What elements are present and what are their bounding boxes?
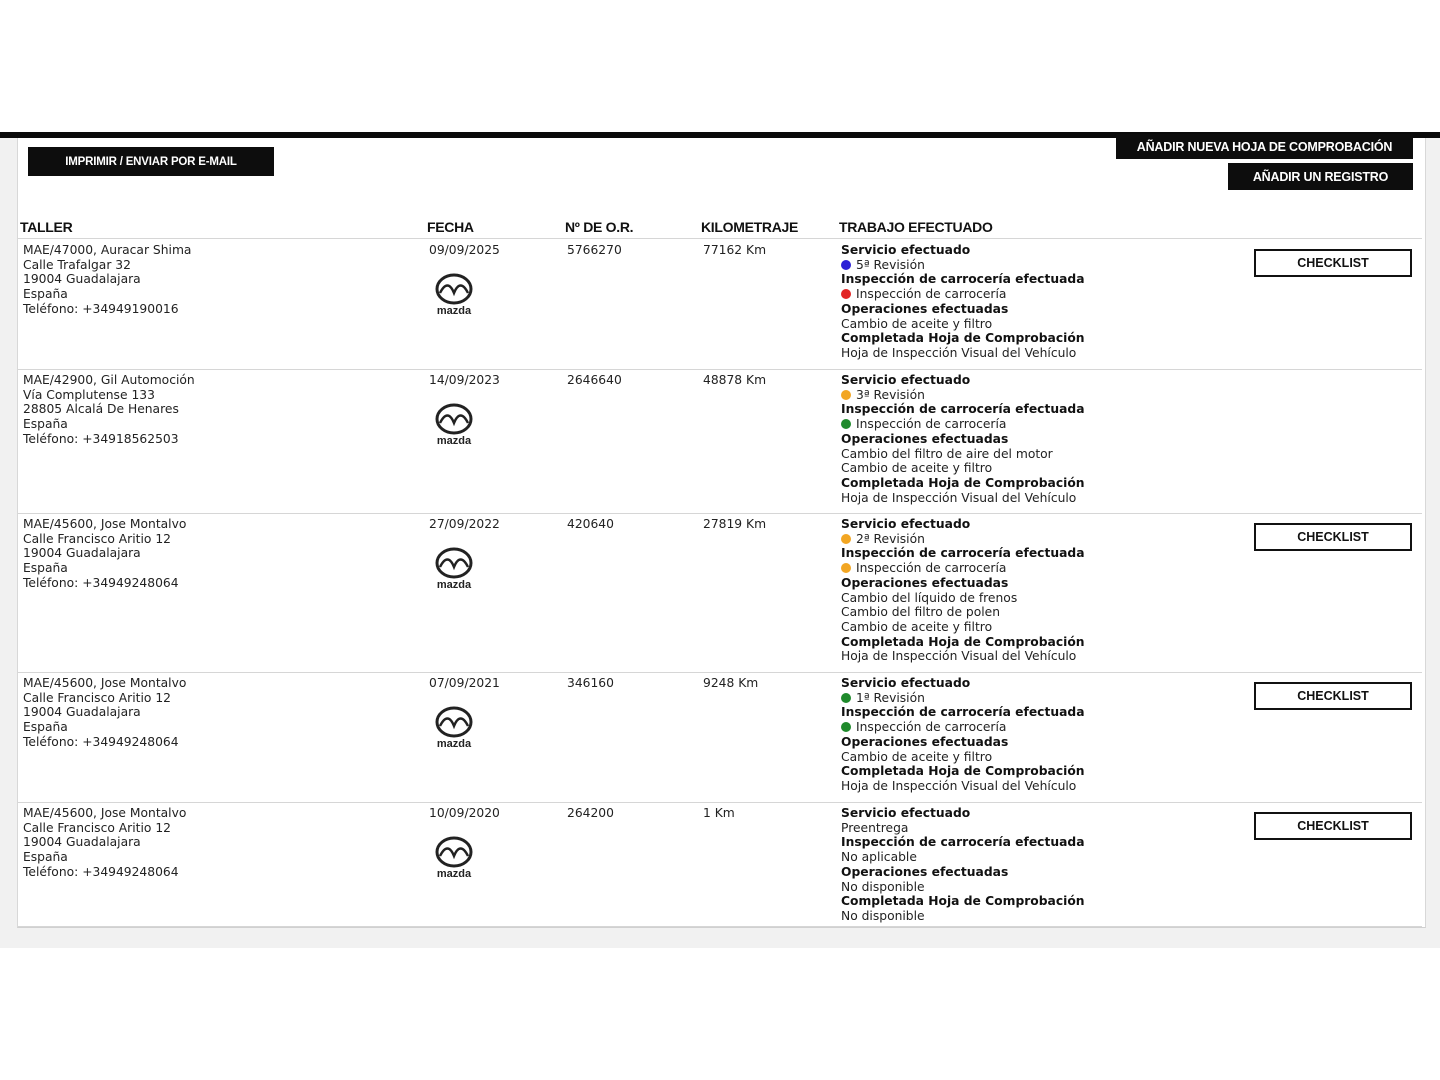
work-detail: Hoja de Inspección Visual del Vehículo	[841, 649, 1077, 664]
taller-line: 19004 Guadalajara	[23, 272, 141, 287]
table-row	[18, 672, 1422, 803]
work-heading: Operaciones efectuadas	[841, 431, 1009, 446]
status-line	[841, 417, 1241, 432]
status-text: 2ª Revisión	[856, 531, 925, 546]
fecha-cell: 09/09/2025	[429, 243, 500, 257]
work-detail: Preentrega	[841, 820, 909, 835]
status-text: Inspección de carrocería	[856, 287, 1007, 302]
status-text: Inspección de carrocería	[856, 417, 1007, 432]
status-line	[841, 720, 1241, 735]
status-line	[841, 561, 1241, 576]
status-dot-icon	[841, 563, 851, 573]
taller-line: MAE/42900, Gil Automoción	[23, 373, 195, 387]
status-dot-icon	[841, 390, 851, 400]
work-heading: Completada Hoja de Comprobación	[841, 894, 1085, 909]
status-text: Inspección de carrocería	[856, 561, 1007, 576]
kilometraje-cell: 77162 Km	[703, 243, 767, 257]
taller-line: MAE/45600, Jose Montalvo	[23, 517, 187, 531]
work-detail: No disponible	[841, 908, 925, 923]
taller-line: Vía Complutense 133	[23, 387, 155, 402]
taller-line: Calle Francisco Aritio 12	[23, 820, 171, 835]
work-heading: Operaciones efectuadas	[841, 864, 1009, 879]
taller-line: Calle Francisco Aritio 12	[23, 531, 171, 546]
taller-line: 28805 Alcalá De Henares	[23, 402, 179, 417]
work-detail: No aplicable	[841, 850, 917, 865]
mazda-logo-icon	[431, 403, 477, 449]
header-fecha: FECHA	[427, 219, 474, 235]
table-row	[18, 369, 1422, 514]
or-number-cell: 420640	[567, 517, 614, 531]
work-detail: Cambio de aceite y filtro	[841, 316, 993, 331]
add-check-sheet-button[interactable]: AÑADIR NUEVA HOJA DE COMPROBACIÓN	[1116, 134, 1413, 159]
status-line	[841, 287, 1241, 302]
taller-line: España	[23, 417, 68, 432]
work-heading: Inspección de carrocería efectuada	[841, 835, 1085, 850]
status-dot-icon	[841, 693, 851, 703]
work-detail: Cambio de aceite y filtro	[841, 749, 993, 764]
status-dot-icon	[841, 260, 851, 270]
or-number-cell: 264200	[567, 806, 614, 820]
status-line	[841, 388, 1241, 403]
table-row	[18, 802, 1422, 927]
status-text: 5ª Revisión	[856, 257, 925, 272]
taller-cell	[23, 373, 403, 447]
mazda-logo-icon	[431, 836, 477, 882]
work-heading: Completada Hoja de Comprobación	[841, 331, 1085, 346]
or-number-cell: 5766270	[567, 243, 622, 257]
taller-line: España	[23, 850, 68, 865]
mazda-logo-icon	[431, 273, 477, 319]
work-heading: Servicio efectuado	[841, 243, 971, 257]
taller-line: Calle Trafalgar 32	[23, 257, 131, 272]
mazda-logo-icon	[431, 706, 477, 752]
table-header	[18, 219, 1422, 239]
or-number-cell: 2646640	[567, 373, 622, 387]
taller-line: Teléfono: +34918562503	[23, 431, 179, 446]
work-detail: No disponible	[841, 879, 925, 894]
taller-line: Teléfono: +34949190016	[23, 301, 179, 316]
taller-line: España	[23, 720, 68, 735]
work-heading: Servicio efectuado	[841, 373, 971, 387]
work-heading: Inspección de carrocería efectuada	[841, 402, 1085, 417]
header-kilometraje: KILOMETRAJE	[701, 219, 799, 235]
taller-line: Teléfono: +34949248064	[23, 734, 179, 749]
trabajo-cell	[841, 676, 1241, 794]
fecha-cell: 10/09/2020	[429, 806, 500, 820]
work-detail: Hoja de Inspección Visual del Vehículo	[841, 778, 1077, 793]
taller-cell	[23, 676, 403, 750]
work-detail: Cambio del líquido de frenos	[841, 590, 1018, 605]
mazda-logo-icon	[431, 547, 477, 593]
status-dot-icon	[841, 289, 851, 299]
status-line	[841, 532, 1241, 547]
fecha-cell: 27/09/2022	[429, 517, 500, 531]
status-text: 1ª Revisión	[856, 690, 925, 705]
mazda-logo-text: mazda	[436, 579, 472, 591]
trabajo-cell	[841, 517, 1241, 664]
taller-line: 19004 Guadalajara	[23, 835, 141, 850]
work-heading: Inspección de carrocería efectuada	[841, 705, 1085, 720]
status-dot-icon	[841, 534, 851, 544]
fecha-cell: 14/09/2023	[429, 373, 500, 387]
header-taller: TALLER	[20, 219, 73, 235]
fecha-cell: 07/09/2021	[429, 676, 500, 690]
trabajo-cell	[841, 373, 1241, 505]
work-detail: Cambio del filtro de aire del motor	[841, 446, 1053, 461]
taller-cell	[23, 243, 403, 317]
work-heading: Operaciones efectuadas	[841, 301, 1009, 316]
status-dot-icon	[841, 419, 851, 429]
status-text: 3ª Revisión	[856, 387, 925, 402]
work-heading: Servicio efectuado	[841, 806, 971, 820]
kilometraje-cell: 48878 Km	[703, 373, 767, 387]
taller-line: Calle Francisco Aritio 12	[23, 690, 171, 705]
work-detail: Hoja de Inspección Visual del Vehículo	[841, 490, 1077, 505]
work-heading: Completada Hoja de Comprobación	[841, 764, 1085, 779]
taller-line: España	[23, 287, 68, 302]
work-detail: Hoja de Inspección Visual del Vehículo	[841, 345, 1077, 360]
mazda-logo-text: mazda	[436, 738, 472, 750]
trabajo-cell	[841, 243, 1241, 361]
work-heading: Completada Hoja de Comprobación	[841, 475, 1085, 490]
status-text: Inspección de carrocería	[856, 720, 1007, 735]
work-detail: Cambio del filtro de polen	[841, 605, 1001, 620]
top-blank-area	[0, 0, 1440, 132]
or-number-cell: 346160	[567, 676, 614, 690]
taller-line: MAE/45600, Jose Montalvo	[23, 806, 187, 820]
work-heading: Operaciones efectuadas	[841, 575, 1009, 590]
checklist-button[interactable]: CHECKLIST	[1254, 249, 1412, 277]
status-dot-icon	[841, 722, 851, 732]
mazda-logo-text: mazda	[436, 305, 472, 317]
work-heading: Servicio efectuado	[841, 676, 971, 690]
taller-line: España	[23, 561, 68, 576]
print-email-button[interactable]: IMPRIMIR / ENVIAR POR E-MAIL	[28, 147, 274, 176]
checklist-button[interactable]: CHECKLIST	[1254, 523, 1412, 551]
add-record-button[interactable]: AÑADIR UN REGISTRO	[1228, 163, 1413, 190]
table-row	[18, 239, 1422, 370]
taller-cell	[23, 517, 403, 591]
taller-cell	[23, 806, 403, 880]
mazda-logo-text: mazda	[436, 435, 472, 447]
taller-line: Teléfono: +34949248064	[23, 864, 179, 879]
checklist-button[interactable]: CHECKLIST	[1254, 682, 1412, 710]
work-heading: Operaciones efectuadas	[841, 734, 1009, 749]
table-row	[18, 513, 1422, 673]
taller-line: 19004 Guadalajara	[23, 546, 141, 561]
taller-line: MAE/45600, Jose Montalvo	[23, 676, 187, 690]
header-trabajo: TRABAJO EFECTUADO	[839, 219, 993, 235]
status-line	[841, 258, 1241, 273]
taller-line: 19004 Guadalajara	[23, 705, 141, 720]
kilometraje-cell: 1 Km	[703, 806, 735, 820]
work-heading: Servicio efectuado	[841, 517, 971, 531]
kilometraje-cell: 9248 Km	[703, 676, 759, 690]
checklist-button[interactable]: CHECKLIST	[1254, 812, 1412, 840]
mazda-logo-text: mazda	[436, 868, 472, 880]
work-detail: Cambio de aceite y filtro	[841, 461, 993, 476]
taller-line: MAE/47000, Auracar Shima	[23, 243, 192, 257]
header-or-number: Nº DE O.R.	[565, 219, 634, 235]
taller-line: Teléfono: +34949248064	[23, 575, 179, 590]
work-heading: Inspección de carrocería efectuada	[841, 272, 1085, 287]
trabajo-cell	[841, 806, 1241, 924]
status-line	[841, 691, 1241, 706]
work-detail: Cambio de aceite y filtro	[841, 619, 993, 634]
work-heading: Completada Hoja de Comprobación	[841, 634, 1085, 649]
kilometraje-cell: 27819 Km	[703, 517, 767, 531]
work-heading: Inspección de carrocería efectuada	[841, 546, 1085, 561]
